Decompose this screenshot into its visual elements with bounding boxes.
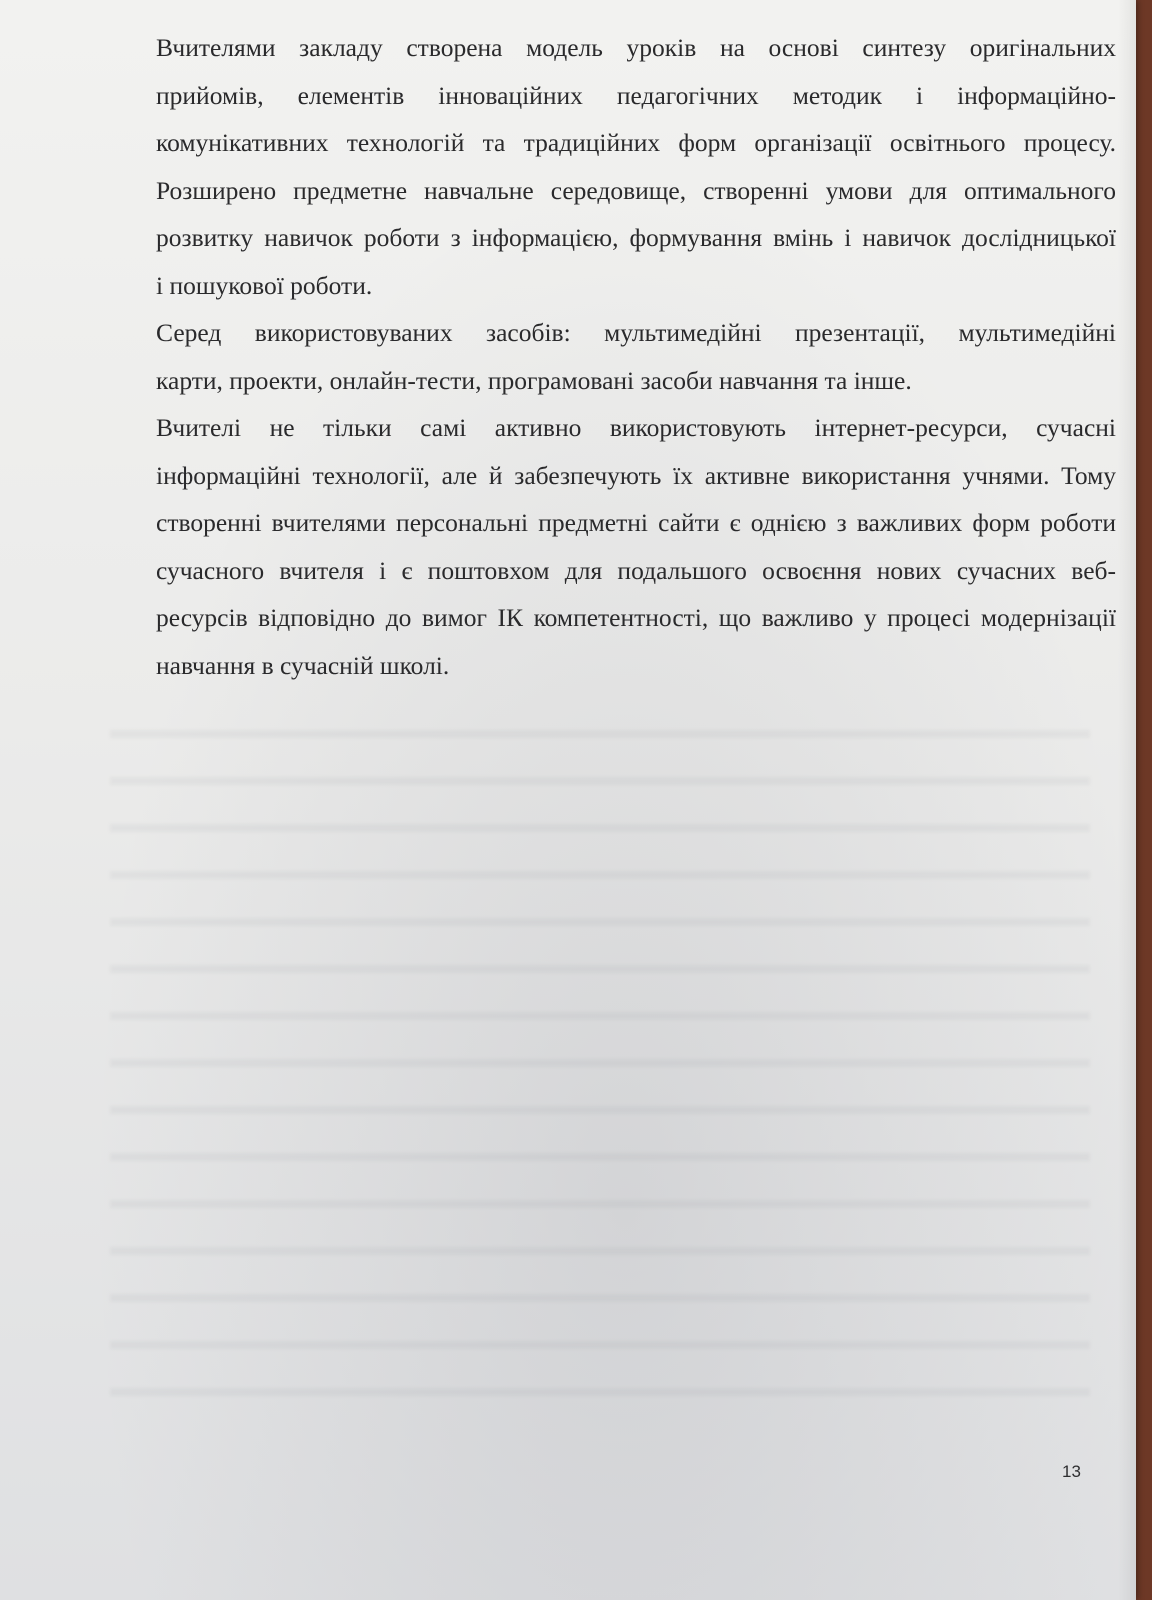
paragraph-3 [100,404,1116,689]
text-line: навчання в сучасній школі. [156,650,450,680]
text-line: Вчителі не тільки самі активно використовують інтернет-ресурси, сучасні [156,413,1116,442]
body-text [100,24,1116,689]
text-line: Серед використовуваних засобів: мультимедійні презентації, мультимедійні [156,318,1116,347]
text-line: комунікативних технологій та традиційних форм організації освітнього процесу. [156,128,1116,157]
page-number: 13 [1062,1462,1081,1481]
paragraph-2 [100,309,1116,404]
text-line: Розширено предметне навчальне середовище, створенні умови для оптимального [156,175,1116,205]
show-through-text [110,700,1090,1420]
text-line: Вчителями закладу створена модель уроків на основі синтезу оригінальних [156,33,1116,62]
text-line: створенні вчителями персональні предметні сайти є однією з важливих форм роботи [156,508,1116,537]
paragraph-1 [100,24,1116,309]
text-line: сучасного вчителя і є поштовхом для подальшого освоєння нових сучасних веб- [156,555,1116,585]
text-line: карти, проекти, онлайн-тести, програмовані засоби навчання та інше. [156,365,912,395]
text-line: ресурсів відповідно до вимог ІК компетентності, що важливо у процесі модернізації [156,603,1116,632]
text-line: і пошукової роботи. [156,270,373,300]
page-edge-shadow [1118,0,1136,1600]
text-line: прийомів, елементів інноваційних педагогічних методик і інформаційно- [156,80,1116,110]
text-line: інформаційні технології, але й забезпечують їх активне використання учнями. Тому [156,460,1116,490]
text-line: розвитку навичок роботи з інформацією, формування вмінь і навичок дослідницької [156,223,1116,252]
